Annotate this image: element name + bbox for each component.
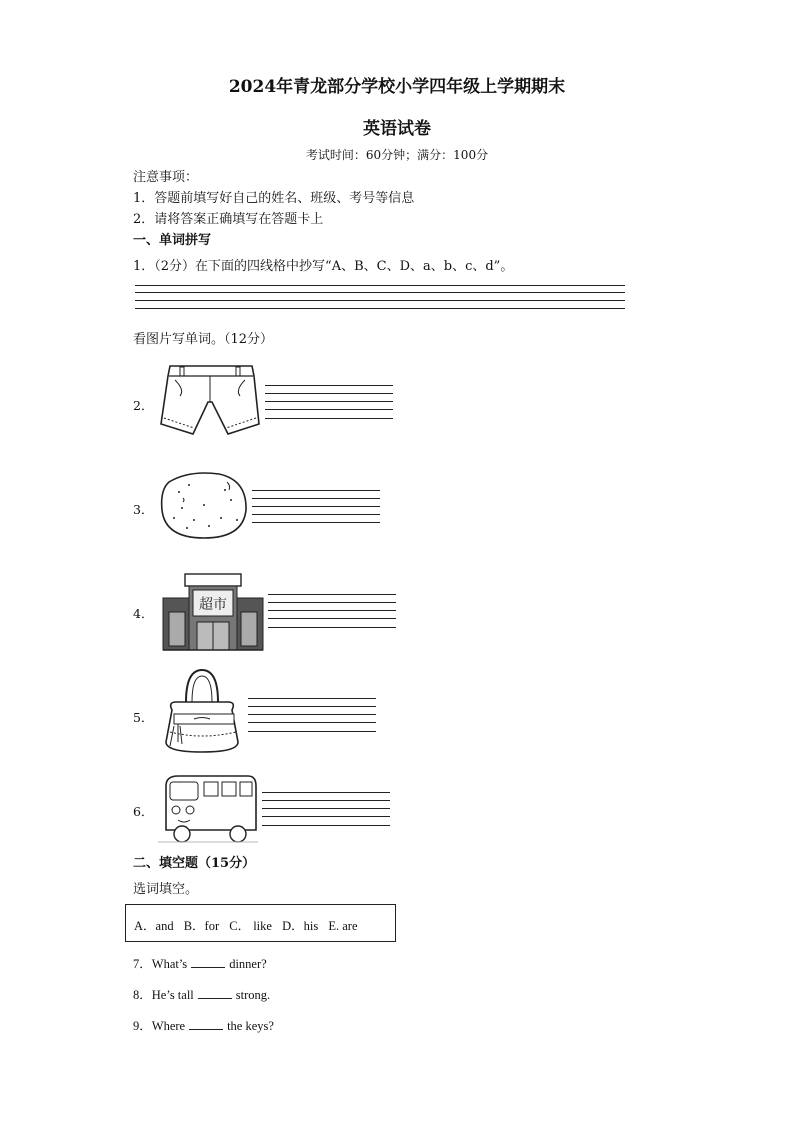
notice-item: 2．请将答案正确填写在答题卡上 <box>133 212 324 227</box>
question-number: 5． <box>133 710 154 725</box>
question-1-text: 1．（2分）在下面的四线格中抄写“A、B、C、D、a、b、c、d”。 <box>133 259 514 274</box>
handbag-icon <box>158 666 244 754</box>
orange-icon <box>159 470 249 540</box>
question-number: 6． <box>133 804 154 819</box>
option: C． like <box>229 919 272 933</box>
option: A．and <box>134 919 174 933</box>
supermarket-sign: 超市 <box>199 597 227 613</box>
bus-icon <box>158 772 258 846</box>
question-7: 7．What’s dinner? <box>133 957 267 971</box>
answer-blank[interactable] <box>198 988 232 999</box>
notice-item: 1．答题前填写好自己的姓名、班级、考号等信息 <box>133 191 415 206</box>
question-number: 2． <box>133 398 154 413</box>
option: D．his <box>282 919 319 933</box>
option: B．for <box>183 919 220 933</box>
option: E. are <box>328 919 358 933</box>
picture-instruction: 看图片写单词。（12分） <box>133 332 274 347</box>
section1-title: 一、单词拼写 <box>133 233 212 248</box>
exam-title: 2024年青龙部分学校小学四年级上学期期末 <box>228 77 566 97</box>
section2-title: 二、填空题（15分） <box>133 856 256 871</box>
shorts-icon <box>160 362 260 438</box>
question-9: 9．Where the keys? <box>133 1019 274 1033</box>
exam-time-info: 考试时间：60分钟；满分：100分 <box>305 148 489 162</box>
answer-blank[interactable] <box>191 957 225 968</box>
section2-instruction: 选词填空。 <box>133 882 199 897</box>
supermarket-icon <box>161 572 265 652</box>
answer-blank[interactable] <box>189 1019 223 1030</box>
question-8: 8．He’s tall strong. <box>133 988 271 1002</box>
notice-heading: 注意事项： <box>133 170 199 185</box>
question-number: 3． <box>133 502 154 517</box>
exam-subtitle: 英语试卷 <box>363 119 431 139</box>
question-number: 4． <box>133 606 154 621</box>
word-options-box <box>125 904 396 942</box>
